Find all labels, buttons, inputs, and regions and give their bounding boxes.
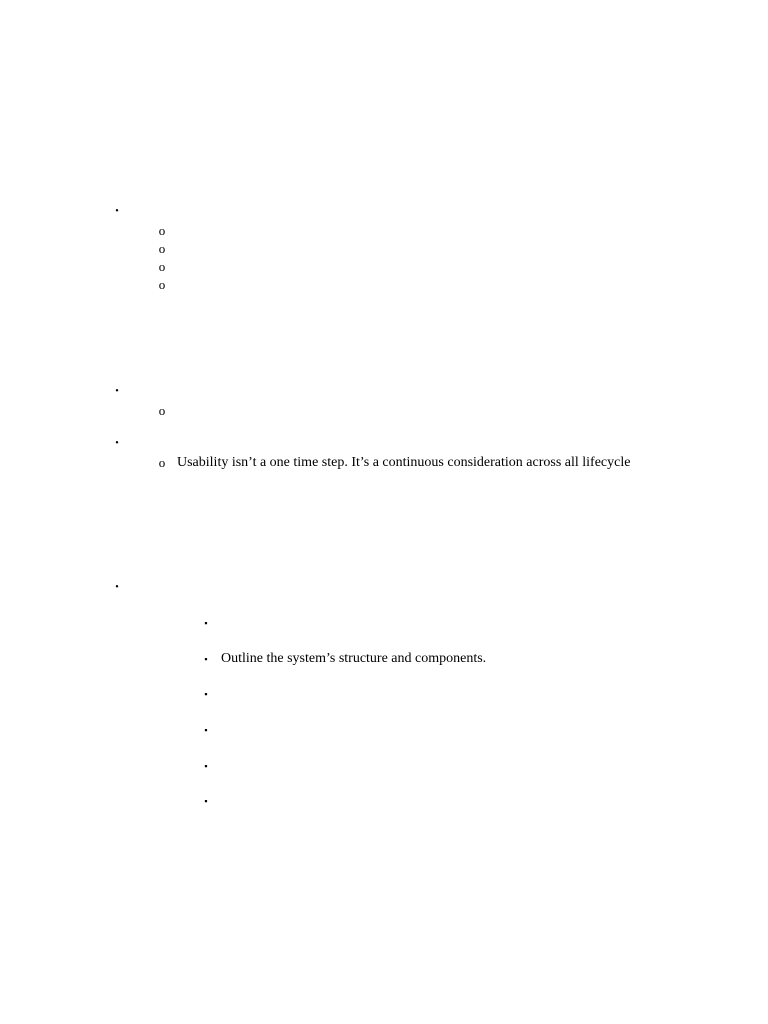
bullet-square-icon: ▪ <box>204 618 208 628</box>
bullet-square-icon: ▪ <box>204 689 208 699</box>
bullet-square-icon: ▪ <box>204 796 208 806</box>
bullet-square-icon: ▪ <box>204 761 208 771</box>
bullet-disc-icon: • <box>115 386 119 397</box>
bullet-circle-icon: o <box>158 241 166 256</box>
bullet-disc-icon: • <box>115 438 119 449</box>
bullet-circle-icon: o <box>158 455 166 470</box>
bullet-circle-icon: o <box>158 259 166 274</box>
list-item-text: Usability isn’t a one time step. It’s a continuous consideration across all lifecycle <box>177 455 631 470</box>
bullet-disc-icon: • <box>115 582 119 593</box>
bullet-square-icon: ▪ <box>204 654 208 664</box>
list-item-text: Outline the system’s structure and components. <box>221 651 487 666</box>
bullet-disc-icon: • <box>115 206 119 217</box>
bullet-circle-icon: o <box>158 223 166 238</box>
bullet-circle-icon: o <box>158 403 166 418</box>
bullet-circle-icon: o <box>158 277 166 292</box>
bullet-square-icon: ▪ <box>204 725 208 735</box>
